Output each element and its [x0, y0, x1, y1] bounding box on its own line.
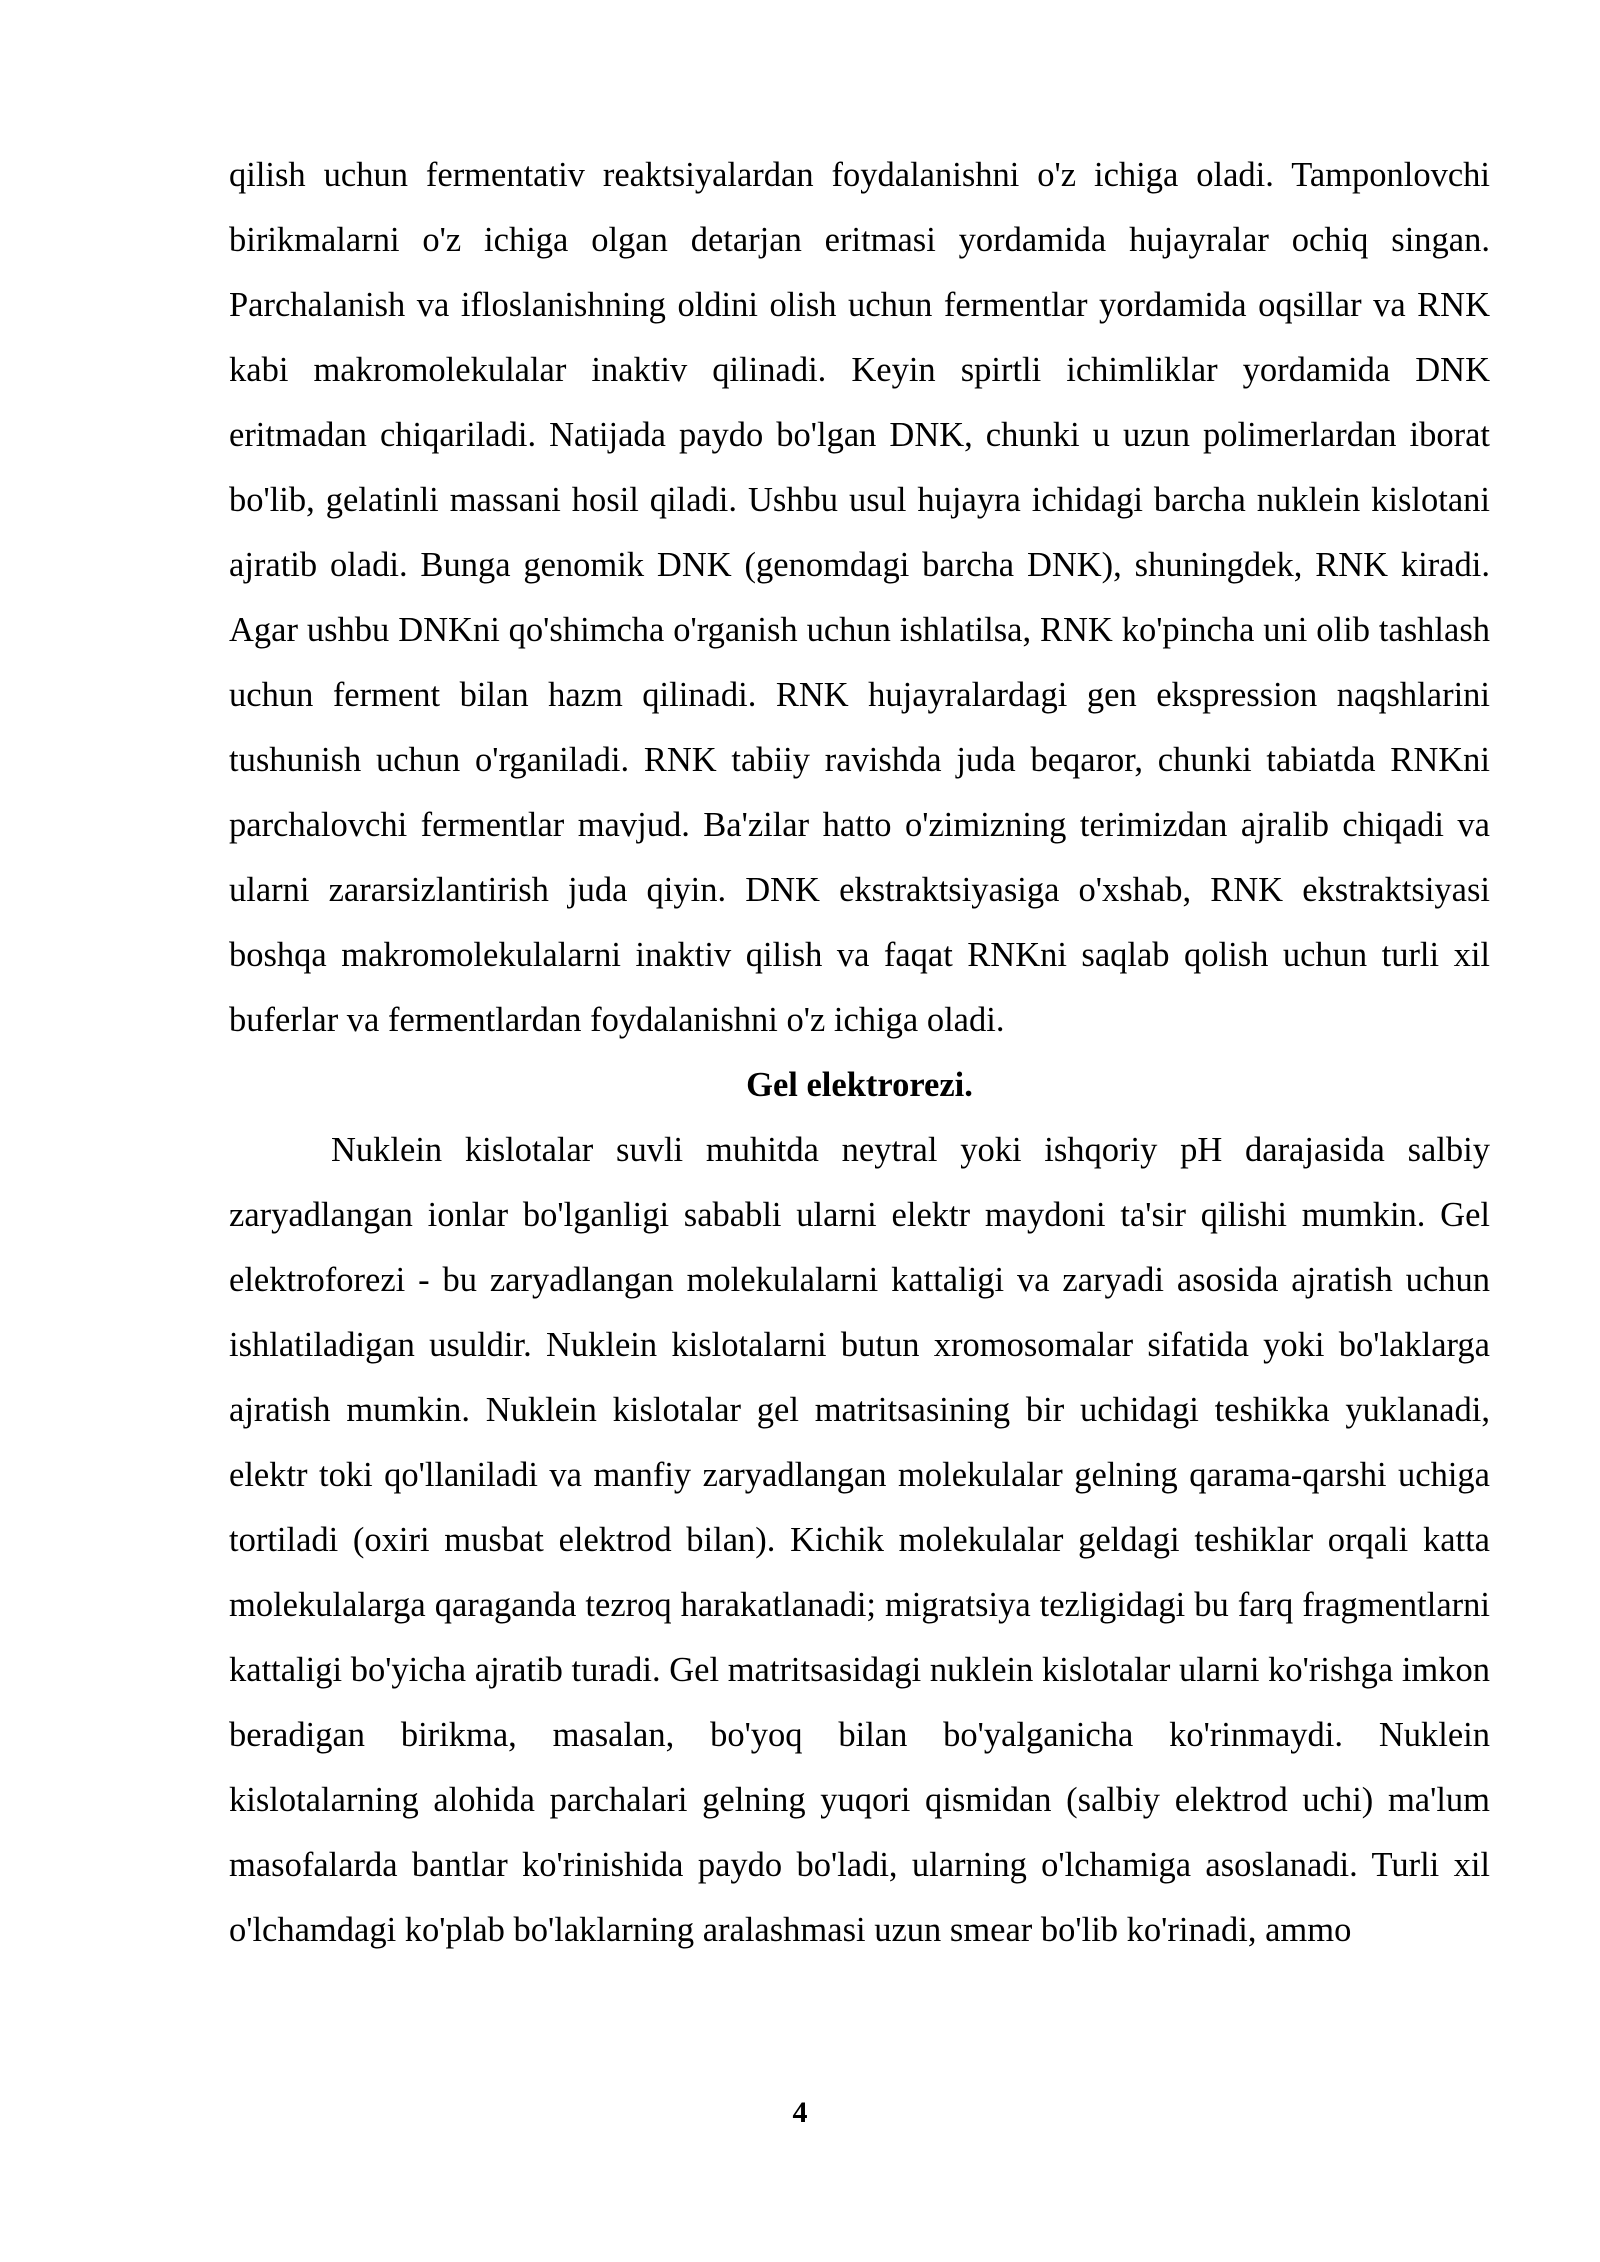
section-heading: Gel elektrorezi. [746, 1066, 973, 1104]
page-number: 4 [792, 2096, 808, 2129]
page-body [229, 143, 1490, 1963]
body-paragraph: Nuklein kislotalar suvli muhitda neytral yoki ishqoriy pH darajasida salbiy zaryadlangan ionlar bo'lganligi sababli ularni elektr maydoni ta'sir qilishi mumkin. Gel elektroforezi - bu zaryadlangan molekulalarni kattaligi va zaryadi asosida ajratish uchun ishlatiladigan usuldir. Nuklein kislotalarni butun xromosomalar sifatida yoki bo'laklarga ajratish mumkin. Nuklein kislotalar gel matritsasining bir uchidagi teshikka yuklanadi, elektr toki qo'llaniladi va manfiy zaryadlangan molekulalar gelning qarama-qarshi uchiga tortiladi (oxiri musbat elektrod bilan). Kichik molekulalar geldagi teshiklar orqali katta molekulalarga qaraganda tezroq harakatlanadi; migratsiya tezligidagi bu farq fragmentlarni kattaligi bo'yicha ajratib turadi. Gel matritsasidagi nuklein kislotalar ularni ko'rishga imkon beradigan birikma, masalan, bo'yoq bilan bo'yalganicha ko'rinmaydi. Nuklein kislotalarning alohida parchalari gelning yuqori qismidan (salbiy elektrod uchi) ma'lum masofalarda bantlar ko'rinishida paydo bo'ladi, ularning o'lchamiga asoslanadi. Turli xil o'lchamdagi ko'plab bo'laklarning aralashmasi uzun smear bo'lib ko'rinadi, ammo [229, 1131, 1490, 1949]
body-paragraph: qilish uchun fermentativ reaktsiyalardan foydalanishni o'z ichiga oladi. Tamponlovchi birikmalarni o'z ichiga olgan detarjan eritmasi yordamida hujayralar ochiq singan. Parchalanish va ifloslanishning oldini olish uchun fermentlar yordamida oqsillar va RNK kabi makromolekulalar inaktiv qilinadi. Keyin spirtli ichimliklar yordamida DNK eritmadan chiqariladi. Natijada paydo bo'lgan DNK, chunki u uzun polimerlardan iborat bo'lib, gelatinli massani hosil qiladi. Ushbu usul hujayra ichidagi barcha nuklein kislotani ajratib oladi. Bunga genomik DNK (genomdagi barcha DNK), shuningdek, RNK kiradi. Agar ushbu DNKni qo'shimcha o'rganish uchun ishlatilsa, RNK ko'pincha uni olib tashlash uchun ferment bilan hazm qilinadi. RNK hujayralardagi gen ekspression naqshlarini tushunish uchun o'rganiladi. RNK tabiiy ravishda juda beqaror, chunki tabiatda RNKni parchalovchi fermentlar mavjud. Ba'zilar hatto o'zimizning terimizdan ajralib chiqadi va ularni zararsizlantirish juda qiyin. DNK ekstraktsiyasiga o'xshab, RNK ekstraktsiyasi boshqa makromolekulalarni inaktiv qilish va faqat RNKni saqlab qolish uchun turli xil buferlar va fermentlardan foydalanishni o'z ichiga oladi. [229, 156, 1490, 1039]
